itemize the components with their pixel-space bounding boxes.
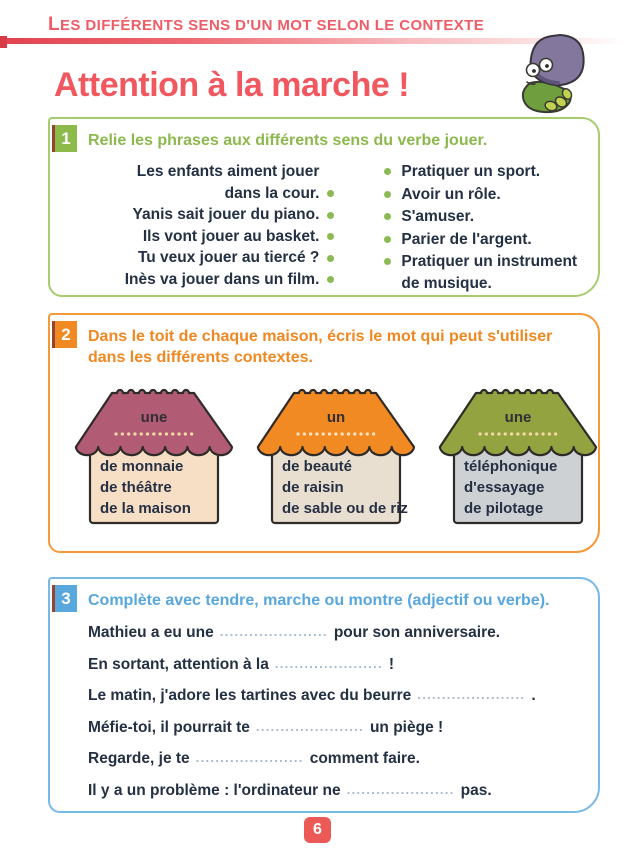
exercise-3-instruction-text: Complète avec: [88, 592, 206, 609]
match-phrase: Yanis sait jouer du piano.: [132, 206, 320, 223]
house-2-context-1: de beauté: [282, 458, 353, 475]
sentence-after: comment faire.: [309, 750, 420, 767]
house-1-context-1: de monnaie: [100, 458, 184, 475]
exercise-3-instruction: [88, 590, 598, 611]
matching-left-column: [80, 161, 334, 295]
list-item: [138, 247, 334, 269]
match-point-icon[interactable]: [384, 236, 391, 243]
sentence-row: [88, 686, 598, 706]
header-rule-notch: [0, 36, 7, 48]
house-3-context-1: téléphonique: [464, 458, 558, 475]
exercise-1-box: [48, 117, 600, 297]
sentence-after: pas.: [460, 781, 492, 799]
house-3-context-2: d'essayage: [464, 479, 545, 496]
sentence-row: [88, 623, 598, 643]
house-1-article: une: [140, 409, 168, 426]
exercise-3-number-badge: 3: [52, 585, 77, 612]
match-point-icon[interactable]: [384, 168, 391, 175]
list-item: [143, 226, 335, 248]
list-item: [384, 206, 598, 228]
list-item: [133, 204, 335, 226]
match-point-icon[interactable]: [384, 213, 391, 220]
exercise-2-number-badge: 2: [52, 321, 77, 348]
snail-mascot-icon: [514, 33, 600, 117]
list-item: [125, 269, 335, 291]
match-meaning: Pratiquer un instrument de musique.: [401, 253, 578, 292]
houses-row: [68, 377, 604, 529]
exercise-1-number-badge: 1: [52, 125, 77, 152]
list-item: [107, 161, 334, 204]
match-point-icon[interactable]: [384, 191, 391, 198]
house-2-context-3: de sable ou de riz: [282, 500, 408, 517]
house-3: [432, 377, 604, 529]
house-1-context-2: de théâtre: [100, 479, 172, 496]
sentence-row: [88, 718, 598, 738]
house-2: [250, 377, 422, 529]
match-point-icon[interactable]: [327, 190, 334, 197]
matching-right-column: [384, 161, 598, 295]
sentence-before: Mathieu a eu une: [88, 624, 214, 641]
sentence-before: Regarde, je te: [88, 750, 190, 767]
house-2-article: un: [326, 409, 346, 426]
house-2-context-2: de raisin: [282, 479, 344, 496]
match-phrase: Ils vont jouer au basket.: [142, 227, 320, 245]
page-number-badge: 6: [304, 817, 331, 843]
house-3-article: une: [504, 409, 532, 426]
sentence-before: Le matin, j'adore les tartines avec du beurre: [88, 687, 412, 704]
sentence-row: [88, 655, 598, 675]
lesson-header: LES DIFFÉRENTS SENS D'UN MOT SELON LE CONTEXTE: [48, 14, 485, 35]
answer-blank[interactable]: ......................: [346, 781, 455, 797]
answer-blank[interactable]: ......................: [219, 624, 328, 639]
list-item: [384, 229, 598, 251]
sentence-after: !: [388, 655, 395, 673]
exercise-3-box: [48, 577, 600, 813]
match-meaning: Parier de l'argent.: [401, 230, 532, 248]
match-point-icon[interactable]: [384, 258, 391, 265]
house-3-context-3: de pilotage: [464, 500, 544, 517]
match-point-icon[interactable]: [327, 212, 334, 219]
sentence-after: .: [531, 687, 536, 704]
match-phrase: Les enfants aiment jouer dans la cour.: [136, 163, 320, 202]
answer-blank[interactable]: ......................: [195, 750, 304, 765]
exercise-2-instruction: Dans le toit de chaque maison, écris le mot qui peut s'utiliser dans les différents contextes.: [88, 328, 553, 366]
sentence-row: [88, 749, 598, 769]
exercise-3-keyword-1: tendre, marche: [205, 592, 321, 609]
match-phrase: Tu veux jouer au tiercé ?: [137, 249, 320, 266]
match-meaning: S'amuser.: [401, 208, 475, 225]
sentence-before: En sortant, attention à la: [88, 655, 269, 673]
match-point-icon[interactable]: [327, 233, 334, 240]
exercise-3-keyword-2: montre: [348, 592, 403, 609]
matching-area: [80, 161, 598, 295]
match-meaning: Pratiquer un sport.: [401, 163, 541, 180]
exercise-3-instruction-text: ou: [320, 592, 349, 609]
house-1: [68, 377, 240, 529]
exercise-3-instruction-text: (adjectif ou verbe).: [402, 592, 550, 609]
list-item: [384, 184, 598, 206]
sentence-after: un piège !: [369, 718, 444, 736]
sentence-before: Méfie-toi, il pourrait te: [88, 718, 250, 736]
match-point-icon[interactable]: [327, 276, 334, 283]
exercise-2-box: [48, 313, 600, 553]
house-1-context-3: de la maison: [100, 500, 191, 517]
sentence-row: [88, 781, 598, 801]
match-meaning: Avoir un rôle.: [401, 185, 501, 203]
answer-blank[interactable]: ......................: [274, 655, 383, 671]
match-phrase: Inès va jouer dans un film.: [124, 270, 320, 288]
answer-blank[interactable]: ......................: [417, 687, 526, 702]
exercise-1-instruction-keyword: jouer.: [444, 132, 488, 149]
list-item: [384, 251, 598, 294]
page-title: Attention à la marche !: [54, 66, 410, 104]
sentence-before: Il y a un problème : l'ordinateur ne: [88, 781, 341, 799]
fill-in-sentences: [88, 623, 598, 801]
match-point-icon[interactable]: [327, 255, 334, 262]
answer-blank[interactable]: ......................: [255, 718, 364, 734]
sentence-after: pour son anniversaire.: [333, 624, 501, 641]
list-item: [384, 161, 598, 183]
exercise-1-instruction: [88, 130, 598, 151]
exercise-1-instruction-text: Relie les phrases aux différents sens du verbe: [88, 132, 445, 149]
